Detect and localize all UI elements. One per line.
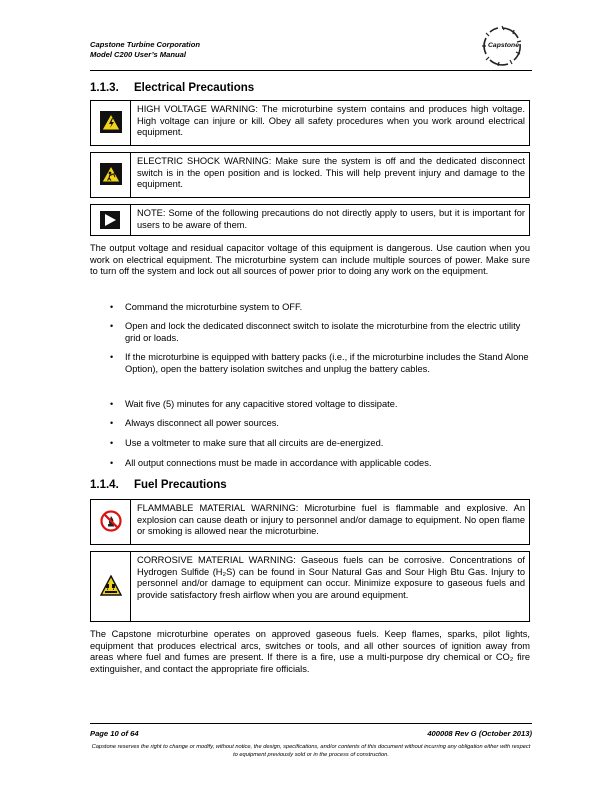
bullet-dot: • [110, 438, 114, 448]
section-heading-fuel [90, 479, 227, 491]
document-header [90, 40, 200, 60]
electric-shock-warning-icon [100, 163, 122, 185]
page-number: Page 10 of 64 [90, 729, 139, 738]
bullet-dot: • [110, 418, 114, 428]
no-open-flame-icon [100, 510, 122, 532]
bullet-dot: • [110, 399, 114, 409]
list-item: Wait five (5) minutes for any capacitive stored voltage to dissipate. [125, 399, 398, 409]
footer-divider [90, 723, 532, 724]
fuel-paragraph: The Capstone microturbine operates on approved gaseous fuels. Keep flames, sparks, pilot lights, equipment that produces electrical arcs, switches or tools, and all other sources of ignition away from areas where fuel and fumes are present. If there is a fire, use a multi-purpose dry chemical or CO₂ fire extinguisher, and contact the appropriate fire officials. [90, 629, 530, 675]
footer-disclaimer: Capstone reserves the right to change or modify, without notice, the design, specifications, and/or contents of this document without incurring any obligation either with respect to equipment previously sold or in the process of construction. [91, 744, 531, 758]
bullet-dot: • [110, 302, 114, 312]
note-text: NOTE: Some of the following precautions do not directly apply to users, but it is important for users to be aware of them. [137, 208, 525, 230]
manual-title: Model C200 User’s Manual [90, 50, 186, 59]
warning-text: CORROSIVE MATERIAL WARNING: Gaseous fuels can be corrosive. Concentrations of Hydrogen Sulfide (H₂S) can be found in Sour Natural Gas and Sour High Btu Gas. Injury to personnel and/or damage to equipment can occur. Minimize exposure to gaseous fuels and provide satisfactory fresh airflow when you are around equipment. [137, 555, 525, 601]
bullet-dot: • [110, 321, 114, 331]
section-title: Electrical Precautions [134, 82, 255, 94]
list-item: All output connections must be made in accordance with applicable codes. [125, 458, 432, 468]
warning-text: HIGH VOLTAGE WARNING: The microturbine system contains and produces high voltage. High voltage can injure or kill. Obey all safety procedures when you work around electrical equipment. [137, 104, 525, 138]
warning-box-electric-shock [90, 152, 530, 198]
section-number: 1.1.4. [90, 479, 119, 491]
header-divider [90, 70, 532, 71]
list-item: Use a voltmeter to make sure that all circuits are de-energized. [125, 438, 384, 448]
company-name: Capstone Turbine Corporation [90, 40, 200, 49]
high-voltage-warning-icon [100, 111, 122, 133]
section-title: Fuel Precautions [134, 479, 227, 491]
list-item: Always disconnect all power sources. [125, 418, 279, 428]
bullet-dot: • [110, 352, 114, 362]
warning-box-corrosive [90, 551, 530, 622]
warning-box-high-voltage [90, 100, 530, 146]
warning-box-flammable [90, 499, 530, 545]
warning-text: FLAMMABLE MATERIAL WARNING: Microturbine fuel is flammable and explosive. An explosion can cause death or injury to personnel and/or damage to equipment. No open flame or smoking is allowed near the microturbine. [137, 503, 525, 537]
section-number: 1.1.3. [90, 82, 119, 94]
note-box [90, 204, 530, 236]
warning-text: ELECTRIC SHOCK WARNING: Make sure the system is off and the dedicated disconnect switch is in the open position and is locked. This will help prevent injury and damage to the equipment. [137, 156, 525, 190]
list-item: If the microturbine is equipped with battery packs (i.e., if the microturbine includes the Stand Alone Option), open the battery isolation switches and unplug the battery cables. [125, 352, 529, 374]
section-heading-electrical [90, 82, 254, 94]
list-item: Command the microturbine system to OFF. [125, 302, 303, 312]
bullet-dot: • [110, 458, 114, 468]
corrosive-warning-icon [100, 575, 122, 597]
note-arrow-icon [100, 211, 120, 229]
electrical-paragraph: The output voltage and residual capacitor voltage of this equipment is dangerous. Use caution when you work on electrical equipment. The microturbine system can include multiple sources of power. Make sure to turn off the system and lock out all sources of power prior to doing any work on the equipment. [90, 243, 530, 277]
logo-text: Capstone [488, 42, 519, 49]
list-item: Open and lock the dedicated disconnect switch to isolate the microturbine from the electric utility grid or loads. [125, 321, 521, 343]
document-id: 400008 Rev G (October 2013) [427, 729, 532, 738]
